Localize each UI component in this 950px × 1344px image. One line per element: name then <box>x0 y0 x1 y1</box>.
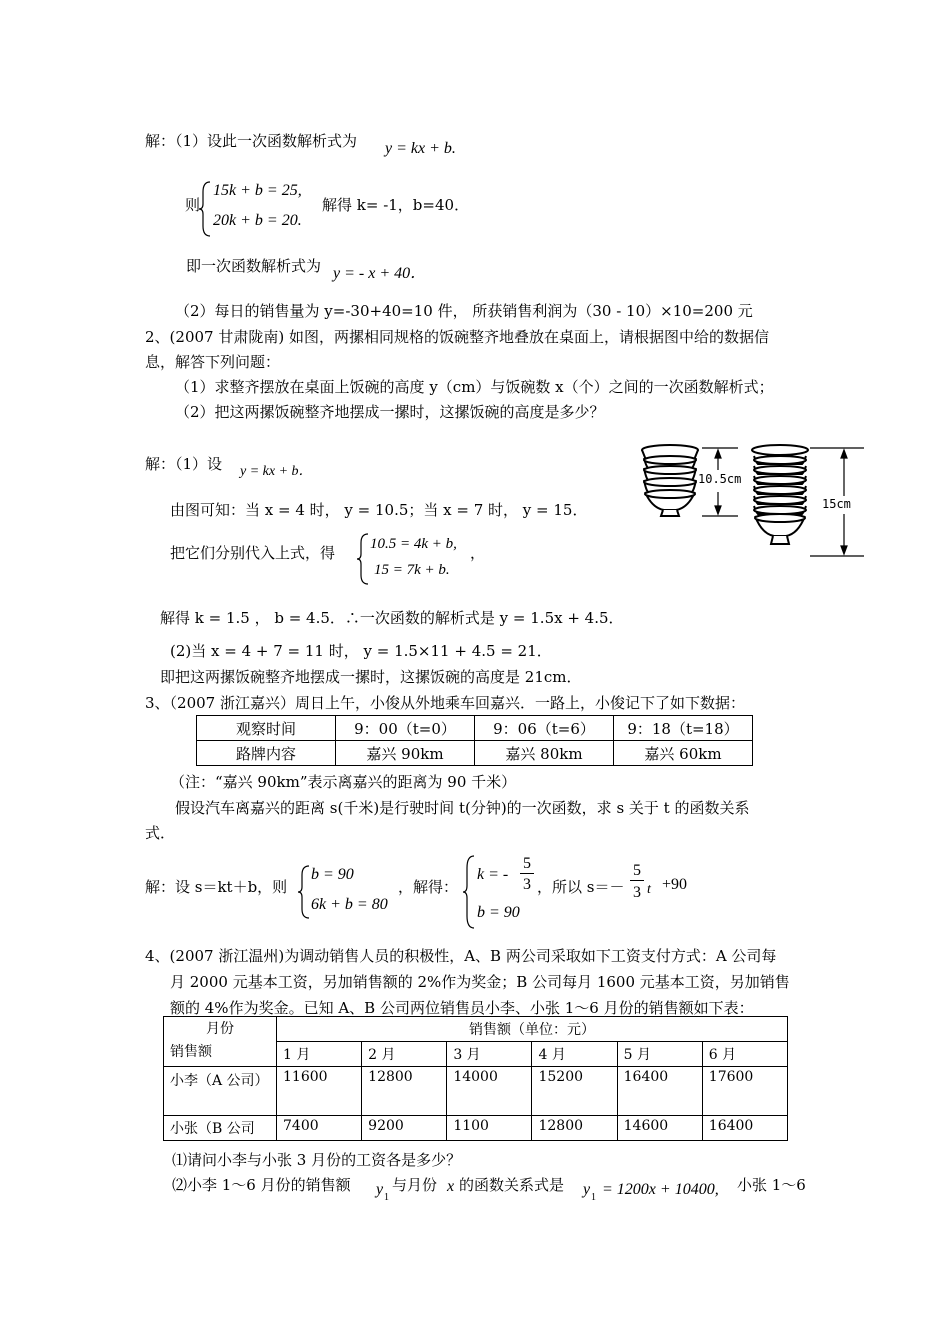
table-cell: 观察时间 <box>197 716 336 741</box>
brace-icon <box>198 180 212 238</box>
q3-so: ，所以 s＝－ <box>537 878 625 896</box>
q2-sys-tail: ， <box>470 544 486 562</box>
q2-fig-known: 由图可知：当 x = 4 时， y = 10.5；当 x = 7 时， y = 15． <box>170 501 588 519</box>
q3-line1: 3、（2007 浙江嘉兴）周日上午，小俊从外地乘车回嘉兴．一路上，小俊记下了如下数据： <box>145 694 745 712</box>
q3-note: （注：“嘉兴 90km”表示离嘉兴的距离为 90 千米） <box>170 773 517 791</box>
q4-sub1: ⑴请问小李与小张 3 月份的工资各是多少？ <box>172 1151 462 1169</box>
brace-icon <box>462 854 476 930</box>
q2-sol-expr: y = kx + b． <box>240 464 313 479</box>
table-group-header: 销售额（单位：元） <box>277 1017 788 1042</box>
q4-x-var: x <box>447 1178 455 1195</box>
table-cell: 9：06（t=6） <box>475 716 614 741</box>
q4-line2: 月 2000 元基本工资，另加销售额的 2%作为奖金；B 公司每月 1600 元基本工资，另加销售 <box>170 973 790 991</box>
table-cell: 12800 <box>532 1116 617 1141</box>
q4-formula: = 1200x + 10400, <box>602 1181 719 1198</box>
table-cell: 12800 <box>362 1067 447 1116</box>
table-row-label: 小李（A 公司） <box>164 1067 277 1116</box>
table-row <box>197 741 753 766</box>
table-cell: 嘉兴 60km <box>614 741 753 766</box>
q2-sub2: （2）把这两摞饭碗整齐地摆成一摞时，这摞饭碗的高度是多少？ <box>175 403 605 421</box>
q3-text1: 假设汽车离嘉兴的距离 s(千米)是行驶时间 t(分钟)的一次函数，求 s 关于 t 的函数关系 <box>175 799 750 817</box>
q2-line2: 息，解答下列问题： <box>145 353 281 371</box>
p1-part2: （2）每日的销售量为 y=-30+40=10 件， 所获销售利润为（30 - 10）×10=200 元 <box>175 302 753 320</box>
table-header: 2 月 <box>362 1042 447 1067</box>
p1-eq-b: 20k + b = 20. <box>213 212 302 229</box>
p1-intro: 解：（1）设此一次函数解析式为 <box>145 132 358 150</box>
table-cell: 1100 <box>447 1116 532 1141</box>
table-corner <box>164 1017 277 1067</box>
table-row <box>164 1017 788 1042</box>
q3-frac2-num: 5 <box>630 862 644 881</box>
q4-sub2-d: 小张 1～6 <box>737 1176 806 1194</box>
q4-sub2-a: ⑵小李 1～6 月份的销售额 <box>172 1176 351 1194</box>
p1-result-expr: y = - x + 40． <box>333 265 427 282</box>
q2-sol-intro: 解：（1）设 <box>145 455 223 473</box>
q2-conclusion: 即把这两摞饭碗整齐地摆成一摞时，这摞饭碗的高度是 21cm． <box>160 668 582 686</box>
table-cell: 嘉兴 80km <box>475 741 614 766</box>
table-cell: 16400 <box>617 1067 702 1116</box>
p1-then: 则 <box>185 196 201 214</box>
q4-line3: 额的 4%作为奖金。已知 A、B 公司两位销售员小李、小张 1～6 月份的销售额如下表： <box>170 999 754 1017</box>
brace-icon <box>356 532 370 586</box>
q3-sys-a: b = 90 <box>311 866 354 883</box>
table-header: 6 月 <box>702 1042 787 1067</box>
table-cell: 16400 <box>702 1116 787 1141</box>
table-row <box>164 1116 788 1141</box>
q2-sub-label: 把它们分别代入上式，得 <box>170 544 336 562</box>
q4-formula-y1: y <box>583 1181 591 1198</box>
corner-bottom: 销售额 <box>170 1044 212 1060</box>
q4-formula-y1-sub: 1 <box>591 1192 596 1203</box>
q3-frac2-den: 3 <box>633 884 641 901</box>
table-cell: 9：18（t=18） <box>614 716 753 741</box>
bowls-label-small: 10.5cm <box>698 472 742 486</box>
table-cell: 9：00（t=0） <box>336 716 475 741</box>
table-header: 1 月 <box>277 1042 362 1067</box>
q2-part2: (2)当 x = 4 + 7 = 11 时， y = 1.5×11 + 4.5 = 21． <box>170 642 552 660</box>
q4-sales-table <box>163 1016 788 1141</box>
table-row <box>164 1067 788 1116</box>
q2-solve: 解得 k = 1.5 ， b = 4.5．∴一次函数的解析式是 y = 1.5x + 4.5． <box>160 609 624 627</box>
bowls-label-large: 15cm <box>822 497 851 511</box>
q3-sol-intro: 解：设 s＝kt＋b，则 <box>145 878 288 896</box>
q4-y1-sub: 1 <box>384 1192 389 1203</box>
brace-icon <box>297 864 311 920</box>
table-cell: 7400 <box>277 1116 362 1141</box>
q4-line1: 4、(2007 浙江温州)为调动销售人员的积极性，A、B 两公司采取如下工资支付方式：A 公司每 <box>145 947 777 965</box>
q3-plus: +90 <box>662 876 688 893</box>
q2-sys-a: 10.5 = 4k + b, <box>370 536 457 552</box>
corner-top: 月份 <box>206 1021 234 1037</box>
table-cell: 11600 <box>277 1067 362 1116</box>
q2-sub1: （1）求整齐摆放在桌面上饭碗的高度 y（cm）与饭碗数 x（个）之间的一次函数解析式； <box>175 378 774 396</box>
q3-sys-b: 6k + b = 80 <box>311 896 388 913</box>
p1-eq-a: 15k + b = 25, <box>213 182 302 199</box>
table-cell: 嘉兴 90km <box>336 741 475 766</box>
q3-data-table <box>196 715 753 766</box>
q3-b-val: b = 90 <box>477 904 520 921</box>
q3-text2: 式． <box>145 824 176 842</box>
table-header: 5 月 <box>617 1042 702 1067</box>
table-cell: 路牌内容 <box>197 741 336 766</box>
table-row <box>197 716 753 741</box>
q3-k-label: k = - <box>477 866 509 883</box>
q2-line1: 2、(2007 甘肃陇南) 如图，两摞相同规格的饭碗整齐地叠放在桌面上，请根据图中给的数据信 <box>145 328 769 346</box>
p1-result-label: 即一次函数解析式为 <box>186 257 322 275</box>
q4-y1: y <box>376 1181 384 1198</box>
table-header: 3 月 <box>447 1042 532 1067</box>
q3-t-var: t <box>647 882 651 897</box>
table-cell: 17600 <box>702 1067 787 1116</box>
q3-frac-den: 3 <box>523 876 531 893</box>
table-header: 4 月 <box>532 1042 617 1067</box>
q4-sub2-b: 与月份 <box>392 1176 438 1194</box>
table-cell: 14000 <box>447 1067 532 1116</box>
table-cell: 15200 <box>532 1067 617 1116</box>
table-cell: 14600 <box>617 1116 702 1141</box>
table-row-label: 小张（B 公司 <box>164 1116 277 1141</box>
q2-sys-b: 15 = 7k + b. <box>374 562 450 578</box>
p1-expr: y = kx + b. <box>385 140 456 157</box>
q3-solve-label: ，解得： <box>398 878 459 896</box>
q4-sub2-c: 的函数关系式是 <box>459 1176 565 1194</box>
q3-frac-num: 5 <box>520 855 534 874</box>
p1-solve: 解得 k= -1，b=40． <box>322 196 470 214</box>
table-cell: 9200 <box>362 1116 447 1141</box>
